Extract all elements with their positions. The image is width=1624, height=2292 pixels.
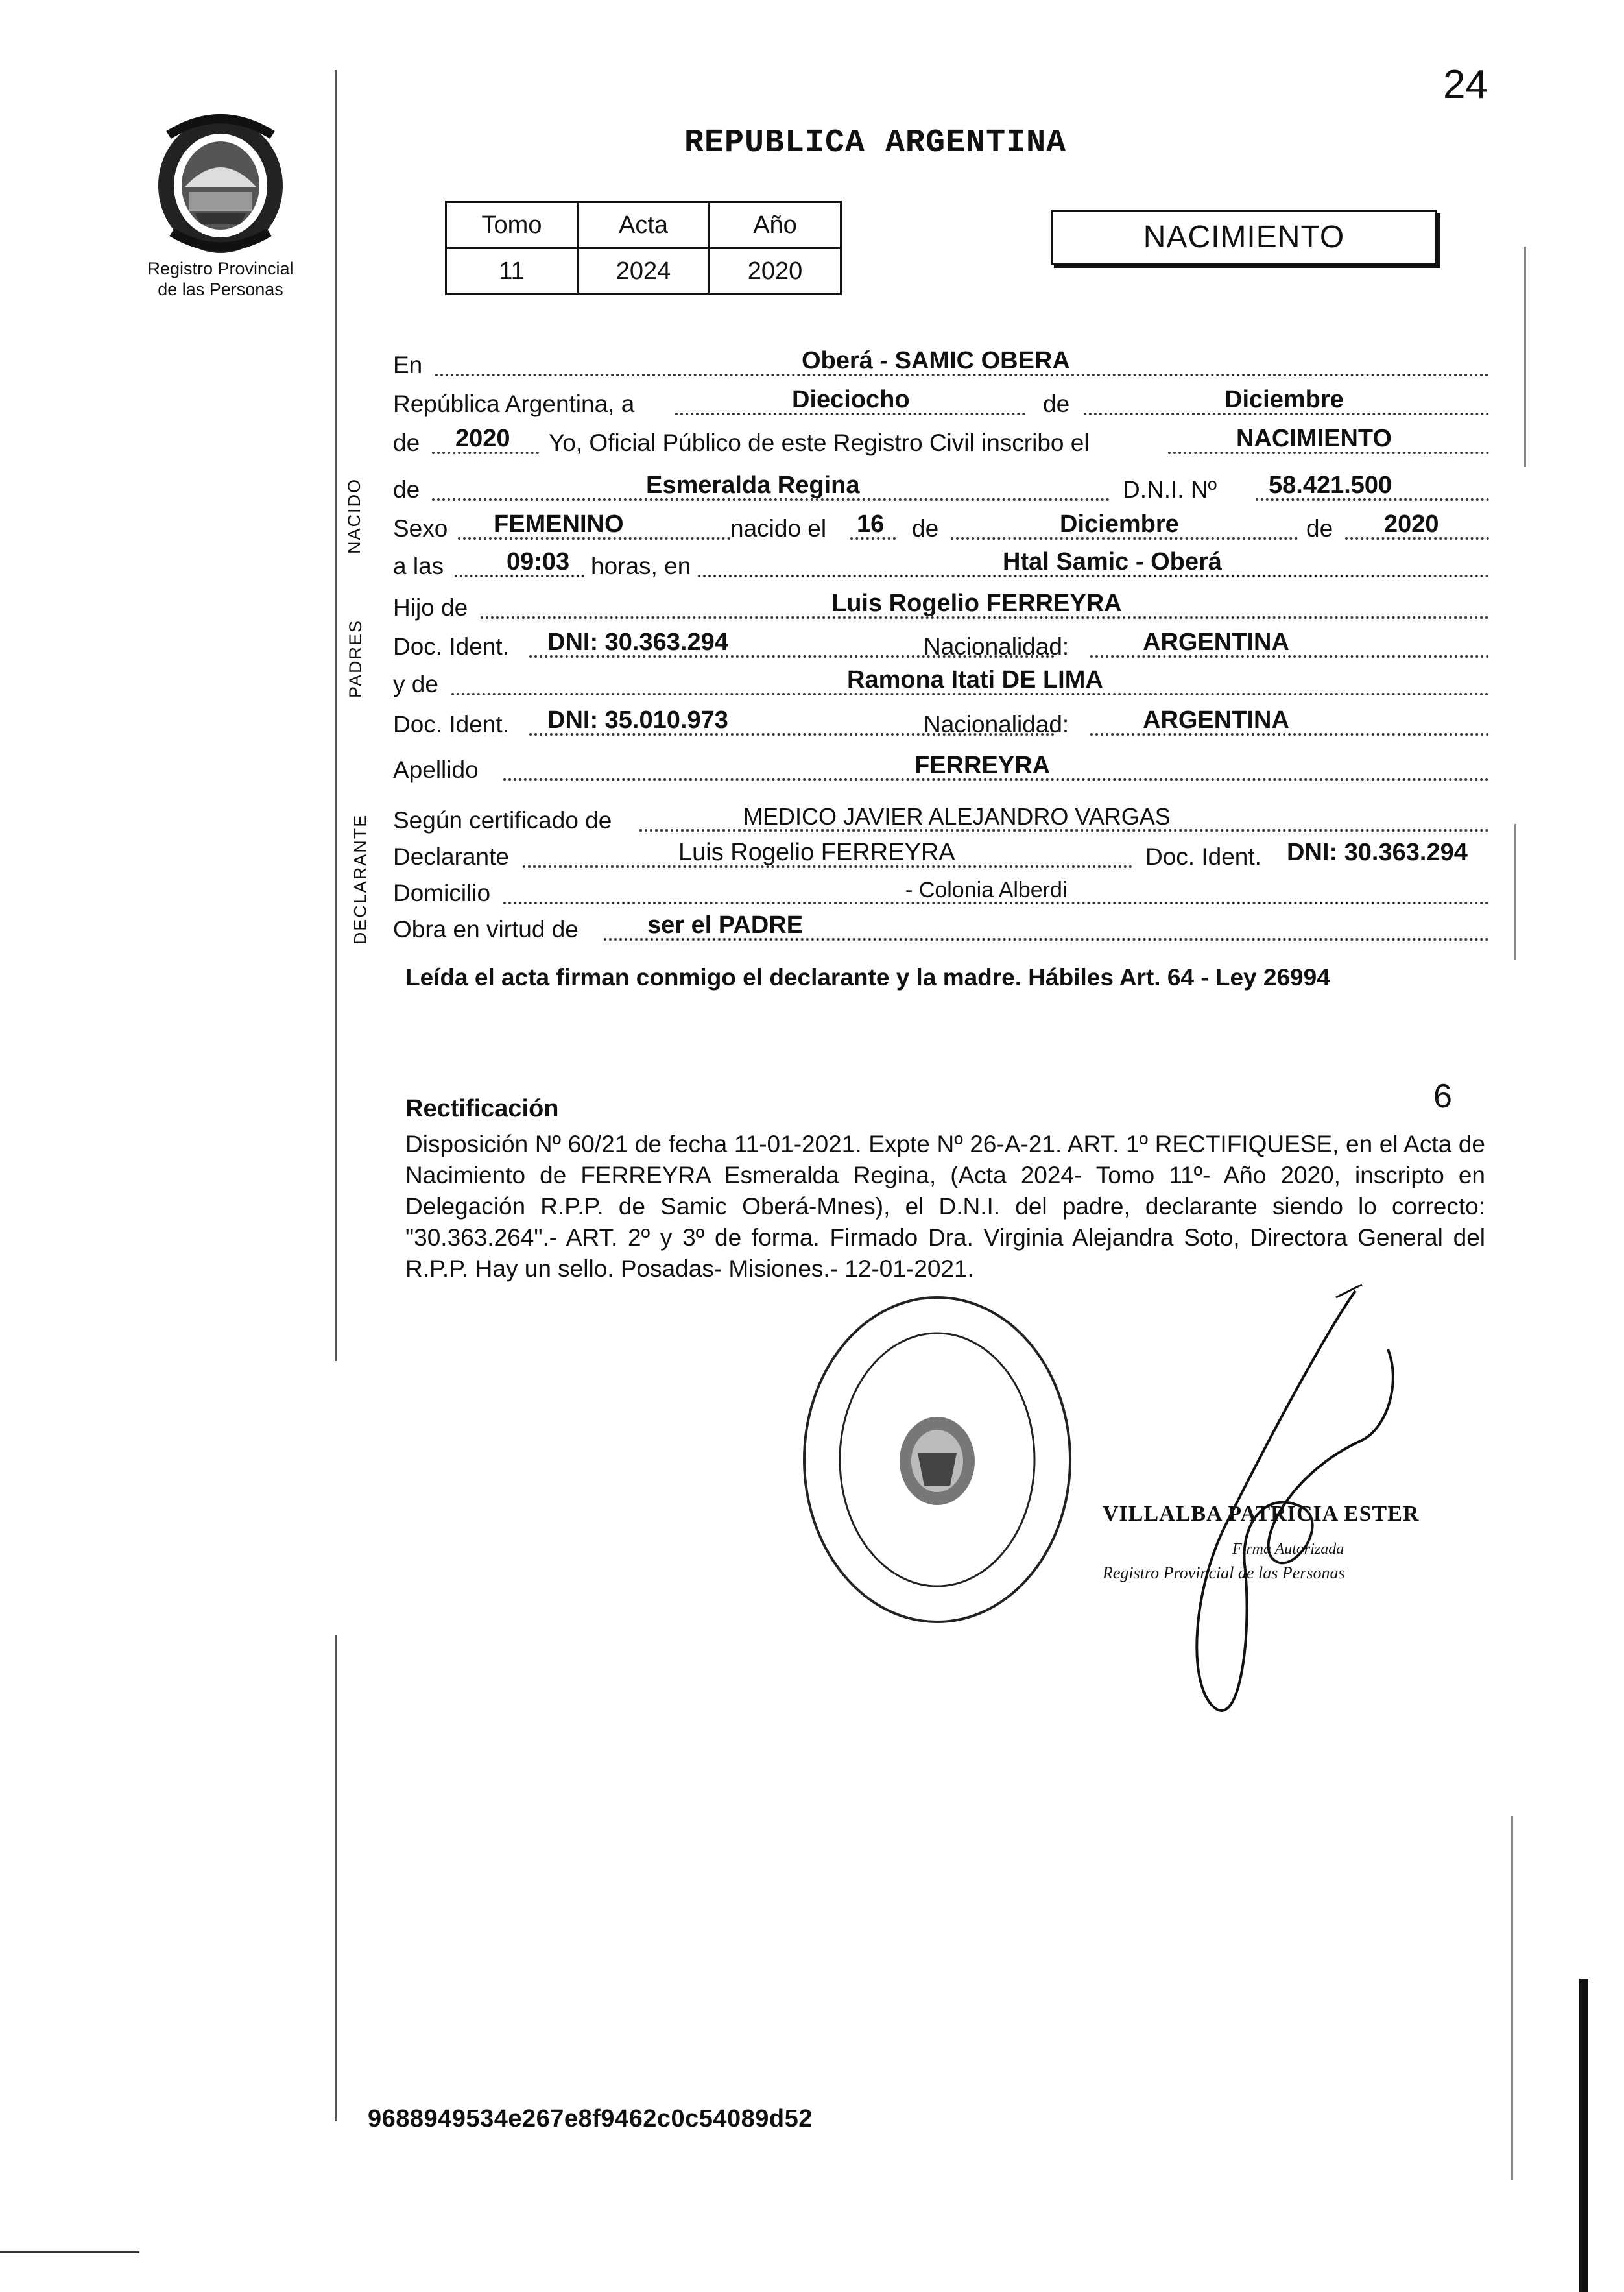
nacido-el-label: nacido el: [730, 515, 827, 542]
form-row-declarante: [393, 841, 1489, 872]
declarante-value: Luis Rogelio FERREYRA: [678, 839, 955, 866]
madre-value: Ramona Itati DE LIMA: [847, 666, 1103, 694]
apellido-value: FERREYRA: [914, 752, 1051, 779]
en-value: Oberá - SAMIC OBERA: [802, 347, 1070, 374]
form-row-oficial: [393, 427, 1489, 458]
day-value: Dieciocho: [792, 386, 910, 413]
rectificacion-page: 6: [1433, 1078, 1452, 1115]
page-number: 24: [1443, 62, 1488, 107]
form-row-madre: [393, 668, 1489, 699]
form-row-madre-doc: [393, 708, 1489, 740]
declarante-label: Declarante: [393, 843, 509, 870]
year-value: 2020: [455, 425, 510, 452]
de-year-label: de: [393, 429, 420, 456]
registry-label-line2: de las Personas: [158, 280, 283, 299]
signer-name: VILLALBA PATRICIA ESTER: [1103, 1502, 1420, 1526]
birth-year-value: 2020: [1384, 511, 1439, 538]
right-margin-mark: [1511, 1816, 1513, 2180]
birth-day-value: 16: [857, 511, 885, 538]
y-de-label: y de: [393, 671, 438, 697]
lugar-value: Htal Samic - Oberá: [1003, 548, 1222, 575]
form-row-obra: [393, 913, 1489, 945]
acta-table-header: Año: [710, 202, 841, 248]
doc-ident-label: Doc. Ident.: [393, 633, 509, 660]
certificado-label: Según certificado de: [393, 807, 612, 834]
nacido-de-label: de: [393, 476, 420, 503]
declarante-doc-value: DNI: 30.363.294: [1287, 839, 1468, 866]
acta-table-header: Acta: [578, 202, 710, 248]
nacionalidad-label: Nacionalidad:: [924, 711, 1069, 738]
de-label: de: [1043, 391, 1070, 417]
form-row-padre-doc: [393, 631, 1489, 662]
name-value: Esmeralda Regina: [646, 472, 860, 499]
acta-table: [445, 201, 842, 295]
padre-nac-value: ARGENTINA: [1143, 629, 1289, 656]
signer-role: Firma Autorizada: [1232, 1541, 1344, 1558]
obra-label: Obra en virtud de: [393, 916, 579, 943]
dni-label: D.N.I. Nº: [1123, 476, 1217, 503]
signer-org: Registro Provincial de las Personas: [1103, 1563, 1345, 1582]
form-row-padre: [393, 592, 1489, 623]
en-label: En: [393, 352, 423, 378]
registry-label: [123, 258, 318, 300]
acta-table-header: Tomo: [446, 202, 578, 248]
right-margin-mark: [1514, 824, 1516, 960]
birth-de2-label: de: [1306, 515, 1333, 542]
form-row-domicilio: [393, 877, 1489, 908]
certificado-value: MEDICO JAVIER ALEJANDRO VARGAS: [743, 803, 1171, 830]
birth-month-value: Diciembre: [1060, 511, 1179, 538]
republica-label: República Argentina, a: [393, 391, 635, 417]
padre-value: Luis Rogelio FERREYRA: [831, 590, 1122, 617]
doc-ident-dot-label: Doc. Ident.: [1145, 843, 1261, 870]
month-value: Diciembre: [1224, 386, 1344, 413]
madre-nac-value: ARGENTINA: [1143, 706, 1289, 734]
dni-value: 58.421.500: [1269, 472, 1392, 499]
left-margin-line-lower: [335, 1635, 337, 2121]
birth-de1-label: de: [912, 515, 939, 542]
official-stamp-icon: [794, 1291, 1080, 1628]
bottom-rule: [0, 2251, 139, 2253]
rectificacion-title: Rectificación: [405, 1095, 559, 1122]
form-row-name: [393, 474, 1489, 505]
acta-table-cell: 2024: [578, 248, 710, 295]
form-row-certificado: [393, 804, 1489, 836]
form-row-en: [393, 349, 1489, 380]
horas-en-label: horas, en: [591, 553, 691, 579]
doc-ident-label: Doc. Ident.: [393, 711, 509, 738]
section-label-declarante: DECLARANTE: [350, 814, 370, 945]
madre-doc-value: DNI: 35.010.973: [547, 706, 728, 734]
section-label-padres: PADRES: [346, 619, 366, 699]
domicilio-label: Domicilio: [393, 880, 491, 906]
hora-value: 09:03: [507, 548, 570, 575]
scan-edge-bar: [1579, 1979, 1588, 2292]
apellido-label: Apellido: [393, 756, 479, 783]
oficial-text: Yo, Oficial Público de este Registro Civil inscribo el: [549, 429, 1090, 456]
record-type-box: NACIMIENTO: [1051, 210, 1437, 265]
form-row-apellido: [393, 754, 1489, 785]
form-row-hora: [393, 550, 1489, 581]
left-margin-line: [335, 70, 337, 1361]
country-title: REPUBLICA ARGENTINA: [684, 125, 1067, 162]
province-seal-icon: [149, 109, 292, 258]
inscribo-value: NACIMIENTO: [1236, 425, 1392, 452]
sexo-value: FEMENINO: [494, 511, 624, 538]
closing-text: Leída el acta firman conmigo el declarante y la madre. Hábiles Art. 64 - Ley 26994: [405, 964, 1330, 991]
nacionalidad-label: Nacionalidad:: [924, 633, 1069, 660]
rectificacion-body: Disposición Nº 60/21 de fecha 11-01-2021. Expte Nº 26-A-21. ART. 1º RECTIFIQUESE, en el Acta de Nacimiento de FERREYRA Esmeralda Regina, (Acta 2024- Tomo 11º- Año 2020, inscripto en Delegación R.P.P. de Samic Oberá-Mnes), el D.N.I. del padre, declarante siendo lo correcto: "30.363.264".- ART. 2º y 3º de forma. Firmado Dra. Virginia Alejandra Soto, Directora General del R.P.P. Hay un sello. Posadas- Misiones.- 12-01-2021.: [405, 1131, 1485, 1282]
obra-value: ser el PADRE: [647, 911, 804, 939]
right-margin-mark: [1524, 247, 1526, 467]
acta-table-cell: 2020: [710, 248, 841, 295]
domicilio-value: - Colonia Alberdi: [905, 878, 1068, 902]
padre-doc-value: DNI: 30.363.294: [547, 629, 728, 656]
section-label-nacido: NACIDO: [344, 477, 364, 555]
registry-label-line1: Registro Provincial: [147, 259, 294, 278]
a-las-label: a las: [393, 553, 444, 579]
sexo-label: Sexo: [393, 515, 448, 542]
hijo-de-label: Hijo de: [393, 594, 468, 621]
form-row-sexo: [393, 513, 1489, 544]
form-row-republica: [393, 388, 1489, 419]
acta-table-cell: 11: [446, 248, 578, 295]
document-hash: 9688949534e267e8f9462c0c54089d52: [368, 2105, 813, 2132]
